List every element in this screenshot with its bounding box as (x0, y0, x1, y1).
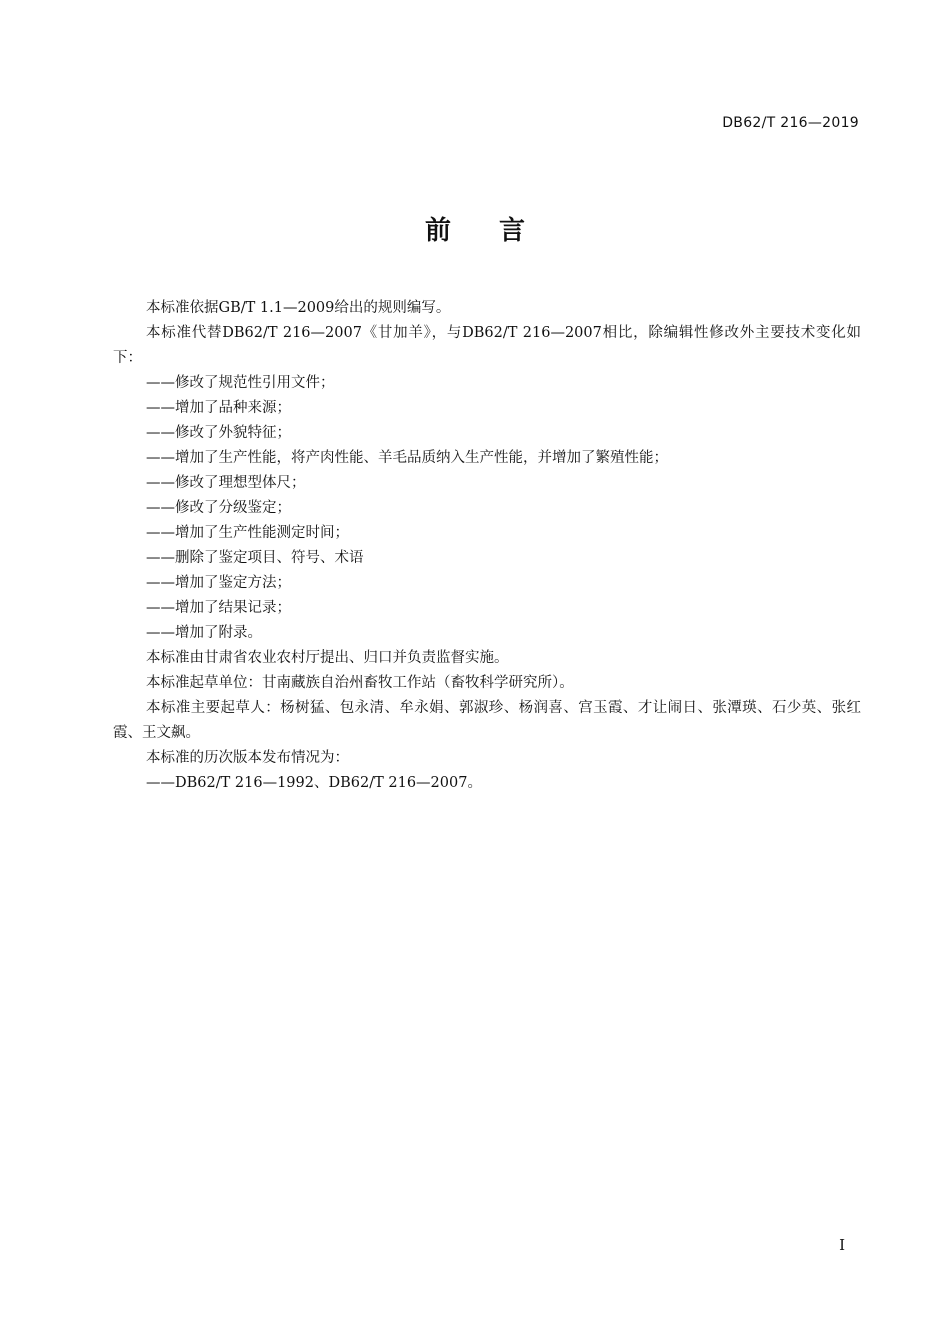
change-item: ——修改了外貌特征； (146, 425, 291, 441)
change-item: ——增加了生产性能测定时间； (146, 525, 349, 541)
paragraph-history-intro: 本标准的历次版本发布情况为： (146, 750, 349, 766)
paragraph-proposer: 本标准由甘肃省农业农村厅提出、归口并负责监督实施。 (146, 650, 509, 666)
change-list (113, 371, 861, 646)
standard-code: DB62/T 216—2019 (722, 115, 859, 131)
change-item: ——增加了品种来源； (146, 400, 291, 416)
history-item: ——DB62/T 216—1992、DB62/T 216—2007。 (146, 775, 482, 791)
change-item: ——修改了规范性引用文件； (146, 375, 335, 391)
change-item: ——修改了分级鉴定； (146, 500, 291, 516)
document-body (113, 296, 861, 796)
paragraph-basis: 本标准依据GB/T 1.1—2009给出的规则编写。 (146, 300, 451, 316)
change-item: ——删除了鉴定项目、符号、术语 (146, 550, 364, 566)
page-number: I (839, 1236, 845, 1254)
paragraph-replacement: 本标准代替DB62/T 216—2007《甘加羊》，与DB62/T 216—2007相比，除编辑性修改外主要技术变化如下： (113, 325, 861, 366)
change-item: ——增加了鉴定方法； (146, 575, 291, 591)
paragraph-drafters: 本标准主要起草人：杨树猛、包永清、牟永娟、郭淑珍、杨润喜、宫玉霞、才让闹日、张潭瑛、石少英、张红霞、王文飙。 (113, 700, 861, 741)
change-item: ——增加了生产性能，将产肉性能、羊毛品质纳入生产性能，并增加了繁殖性能； (146, 450, 668, 466)
paragraph-drafting-unit: 本标准起草单位：甘南藏族自治州畜牧工作站（畜牧科学研究所）。 (146, 675, 574, 691)
page-title: 前言 (424, 216, 573, 246)
change-item: ——增加了附录。 (146, 625, 262, 641)
change-item: ——增加了结果记录； (146, 600, 291, 616)
change-item: ——修改了理想型体尺； (146, 475, 306, 491)
